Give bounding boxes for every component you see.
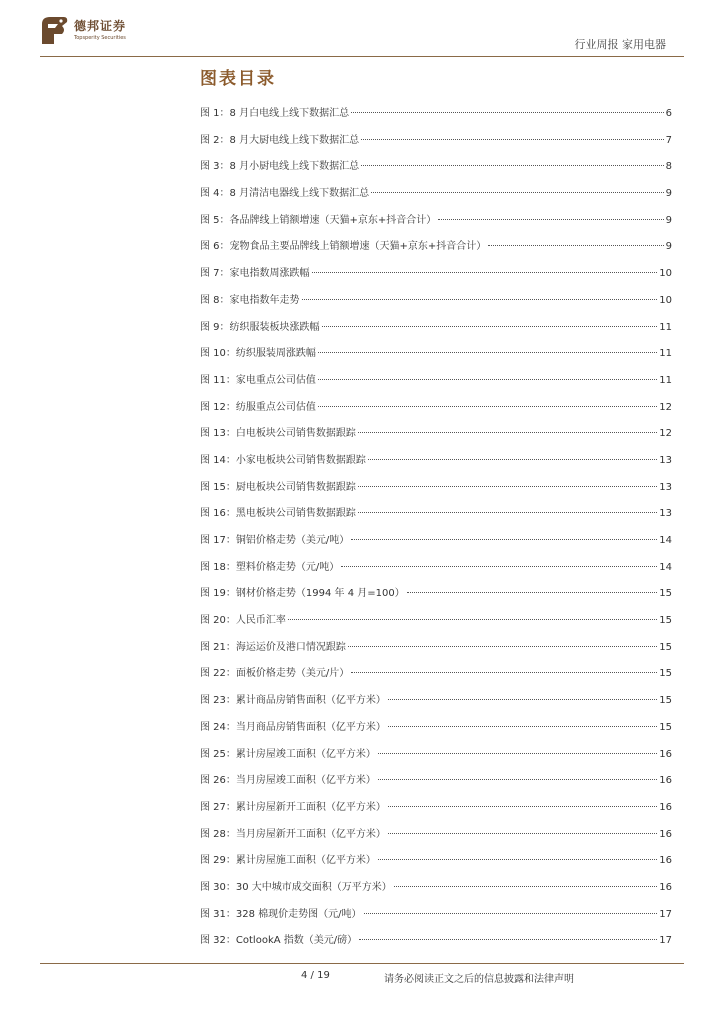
toc-leader-dots — [378, 779, 657, 780]
toc-leader-dots — [358, 512, 657, 513]
toc-item-page: 13 — [659, 508, 672, 520]
toc-item-label: 图 15：厨电板块公司销售数据跟踪 — [200, 481, 356, 493]
toc-item-label: 图 12：纺服重点公司估值 — [200, 401, 316, 413]
toc-item-page: 16 — [659, 801, 672, 813]
toc-item-page: 15 — [659, 641, 672, 653]
toc-item[interactable] — [200, 318, 672, 345]
toc-item[interactable] — [200, 371, 672, 398]
toc-item-page: 9 — [665, 188, 672, 200]
toc-item[interactable] — [200, 905, 672, 932]
toc-item-page: 11 — [659, 374, 672, 386]
toc-item-page: 16 — [659, 881, 672, 893]
toc-item-page: 12 — [659, 428, 672, 440]
toc-item-label: 图 20：人民币汇率 — [200, 615, 286, 627]
toc-item-label: 图 14：小家电板块公司销售数据跟踪 — [200, 454, 366, 466]
footer-divider — [40, 963, 684, 964]
toc-item-page: 16 — [659, 775, 672, 787]
toc-item[interactable] — [200, 504, 672, 531]
toc-leader-dots — [388, 806, 657, 807]
toc-leader-dots — [322, 326, 658, 327]
toc-item-page: 15 — [659, 721, 672, 733]
toc-leader-dots — [288, 619, 657, 620]
toc-item-page: 15 — [659, 695, 672, 707]
toc-item[interactable] — [200, 424, 672, 451]
toc-item-label: 图 4：8 月清洁电器线上线下数据汇总 — [200, 188, 370, 200]
logo-chinese-name: 德邦证券 — [74, 19, 127, 33]
toc-item-label: 图 7：家电指数周涨跌幅 — [200, 268, 310, 280]
toc-item[interactable] — [200, 478, 672, 505]
toc-item-label: 图 22：面板价格走势（美元/片） — [200, 668, 350, 680]
toc-item-label: 图 28：当月房屋新开工面积（亿平方米） — [200, 828, 386, 840]
toc-leader-dots — [394, 886, 657, 887]
toc-item-label: 图 6：宠物食品主要品牌线上销额增速（天猫+京东+抖音合计） — [200, 241, 487, 253]
toc-item-page: 14 — [659, 561, 672, 573]
toc-item[interactable] — [200, 558, 672, 585]
toc-item-page: 9 — [665, 214, 672, 226]
toc-item-label: 图 18：塑料价格走势（元/吨） — [200, 561, 340, 573]
toc-item-page: 11 — [659, 348, 672, 360]
toc-leader-dots — [438, 219, 663, 220]
toc-item[interactable] — [200, 237, 672, 264]
toc-item[interactable] — [200, 184, 672, 211]
toc-leader-dots — [348, 646, 657, 647]
toc-leader-dots — [341, 566, 657, 567]
toc-item-page: 8 — [665, 161, 672, 173]
toc-item-label: 图 17：铜铝价格走势（美元/吨） — [200, 535, 350, 546]
toc-item[interactable] — [200, 771, 672, 798]
toc-leader-dots — [361, 165, 664, 166]
toc-leader-dots — [388, 726, 657, 727]
toc-item-label: 图 26：当月房屋竣工面积（亿平方米） — [200, 775, 376, 787]
logo-mark-icon — [40, 14, 70, 48]
toc-item-label: 图 9：纺织服装板块涨跌幅 — [200, 321, 320, 333]
toc-leader-dots — [388, 699, 657, 700]
toc-item-label: 图 24：当月商品房销售面积（亿平方米） — [200, 721, 386, 733]
report-category: 行业周报 家用电器 — [574, 38, 666, 51]
toc-item[interactable] — [200, 931, 672, 958]
toc-item[interactable] — [200, 157, 672, 184]
page-header — [40, 14, 684, 58]
toc-item-label: 图 16：黑电板块公司销售数据跟踪 — [200, 508, 356, 520]
toc-leader-dots — [488, 245, 663, 246]
toc-leader-dots — [368, 459, 657, 460]
toc-item-page: 13 — [659, 481, 672, 493]
toc-title: 图表目录 — [200, 69, 276, 89]
toc-item-label: 图 1：8 月白电线上线下数据汇总 — [200, 108, 350, 119]
toc-item[interactable] — [200, 291, 672, 318]
toc-item[interactable] — [200, 131, 672, 158]
toc-item[interactable] — [200, 798, 672, 825]
toc-item-page: 15 — [659, 588, 672, 600]
toc-item[interactable] — [200, 878, 672, 905]
legal-disclaimer: 请务必阅读正文之后的信息披露和法律声明 — [384, 974, 574, 985]
toc-item[interactable] — [200, 638, 672, 665]
toc-item-label: 图 13：白电板块公司销售数据跟踪 — [200, 428, 356, 440]
toc-item[interactable] — [200, 718, 672, 745]
toc-item-label: 图 32：CotlookA 指数（美元/磅） — [200, 935, 358, 947]
logo-english-name: Topsperity Securities — [74, 35, 126, 41]
toc-leader-dots — [364, 913, 658, 914]
toc-item-label: 图 31：328 棉现价走势图（元/吨） — [200, 908, 362, 920]
toc-item-label: 图 10：纺织服装周涨跌幅 — [200, 348, 316, 360]
toc-leader-dots — [361, 139, 664, 140]
toc-leader-dots — [359, 939, 657, 940]
toc-leader-dots — [371, 192, 664, 193]
toc-item-page: 6 — [665, 108, 672, 119]
toc-item-page: 16 — [659, 855, 672, 867]
toc-item[interactable] — [200, 344, 672, 371]
toc-item-page: 10 — [659, 268, 672, 280]
toc-item-label: 图 25：累计房屋竣工面积（亿平方米） — [200, 748, 376, 760]
toc-leader-dots — [318, 406, 657, 407]
toc-item-page: 14 — [659, 535, 672, 546]
toc-item[interactable] — [200, 745, 672, 772]
toc-item-label: 图 11：家电重点公司估值 — [200, 374, 316, 386]
toc-item[interactable] — [200, 851, 672, 878]
toc-item-label: 图 5：各品牌线上销额增速（天猫+京东+抖音合计） — [200, 214, 437, 226]
toc-item[interactable] — [200, 664, 672, 691]
toc-item-page: 15 — [659, 668, 672, 680]
toc-item-label: 图 27：累计房屋新开工面积（亿平方米） — [200, 801, 386, 813]
toc-item[interactable] — [200, 611, 672, 638]
toc-item-label: 图 19：钢材价格走势（1994 年 4 月=100） — [200, 588, 405, 600]
toc-item[interactable] — [200, 104, 672, 131]
toc-leader-dots — [358, 432, 657, 433]
toc-item-page: 13 — [659, 454, 672, 466]
toc-leader-dots — [351, 672, 657, 673]
company-logo — [40, 14, 170, 52]
toc-item-label: 图 2：8 月大厨电线上线下数据汇总 — [200, 134, 360, 146]
toc-item[interactable] — [200, 691, 672, 718]
toc-item[interactable] — [200, 825, 672, 852]
toc-leader-dots — [318, 379, 657, 380]
toc-item-page: 10 — [659, 294, 672, 306]
toc-item-page: 16 — [659, 828, 672, 840]
toc-item[interactable] — [200, 584, 672, 611]
toc-leader-dots — [351, 112, 664, 113]
toc-leader-dots — [302, 299, 658, 300]
toc-item-page: 15 — [659, 615, 672, 627]
toc-leader-dots — [407, 592, 658, 593]
toc-item-page: 9 — [665, 241, 672, 253]
toc-item-page: 16 — [659, 748, 672, 760]
toc-item-page: 11 — [659, 321, 672, 333]
toc-item-label: 图 8：家电指数年走势 — [200, 294, 300, 306]
toc-item-label: 图 3：8 月小厨电线上线下数据汇总 — [200, 161, 360, 173]
toc-leader-dots — [388, 833, 657, 834]
toc-leader-dots — [318, 352, 657, 353]
toc-leader-dots — [351, 539, 657, 540]
page-number: 4 / 19 — [301, 970, 330, 981]
toc-item-label: 图 29：累计房屋施工面积（亿平方米） — [200, 855, 376, 867]
toc-item-page: 17 — [659, 935, 672, 947]
toc-item[interactable] — [200, 264, 672, 291]
toc-item-page: 12 — [659, 401, 672, 413]
toc-leader-dots — [358, 486, 657, 487]
toc-item[interactable] — [200, 211, 672, 238]
toc-item[interactable] — [200, 398, 672, 425]
toc-leader-dots — [378, 753, 657, 754]
header-divider — [40, 56, 684, 57]
toc-item[interactable] — [200, 531, 672, 558]
toc-item-label: 图 21：海运运价及港口情况跟踪 — [200, 641, 346, 653]
toc-item-label: 图 23：累计商品房销售面积（亿平方米） — [200, 695, 386, 707]
toc-leader-dots — [312, 272, 658, 273]
toc-item-page: 7 — [665, 134, 672, 146]
toc-item-page: 17 — [659, 908, 672, 920]
toc-item-label: 图 30：30 大中城市成交面积（万平方米） — [200, 881, 392, 893]
toc-leader-dots — [378, 859, 657, 860]
table-of-figures — [200, 104, 672, 958]
toc-item[interactable] — [200, 451, 672, 478]
